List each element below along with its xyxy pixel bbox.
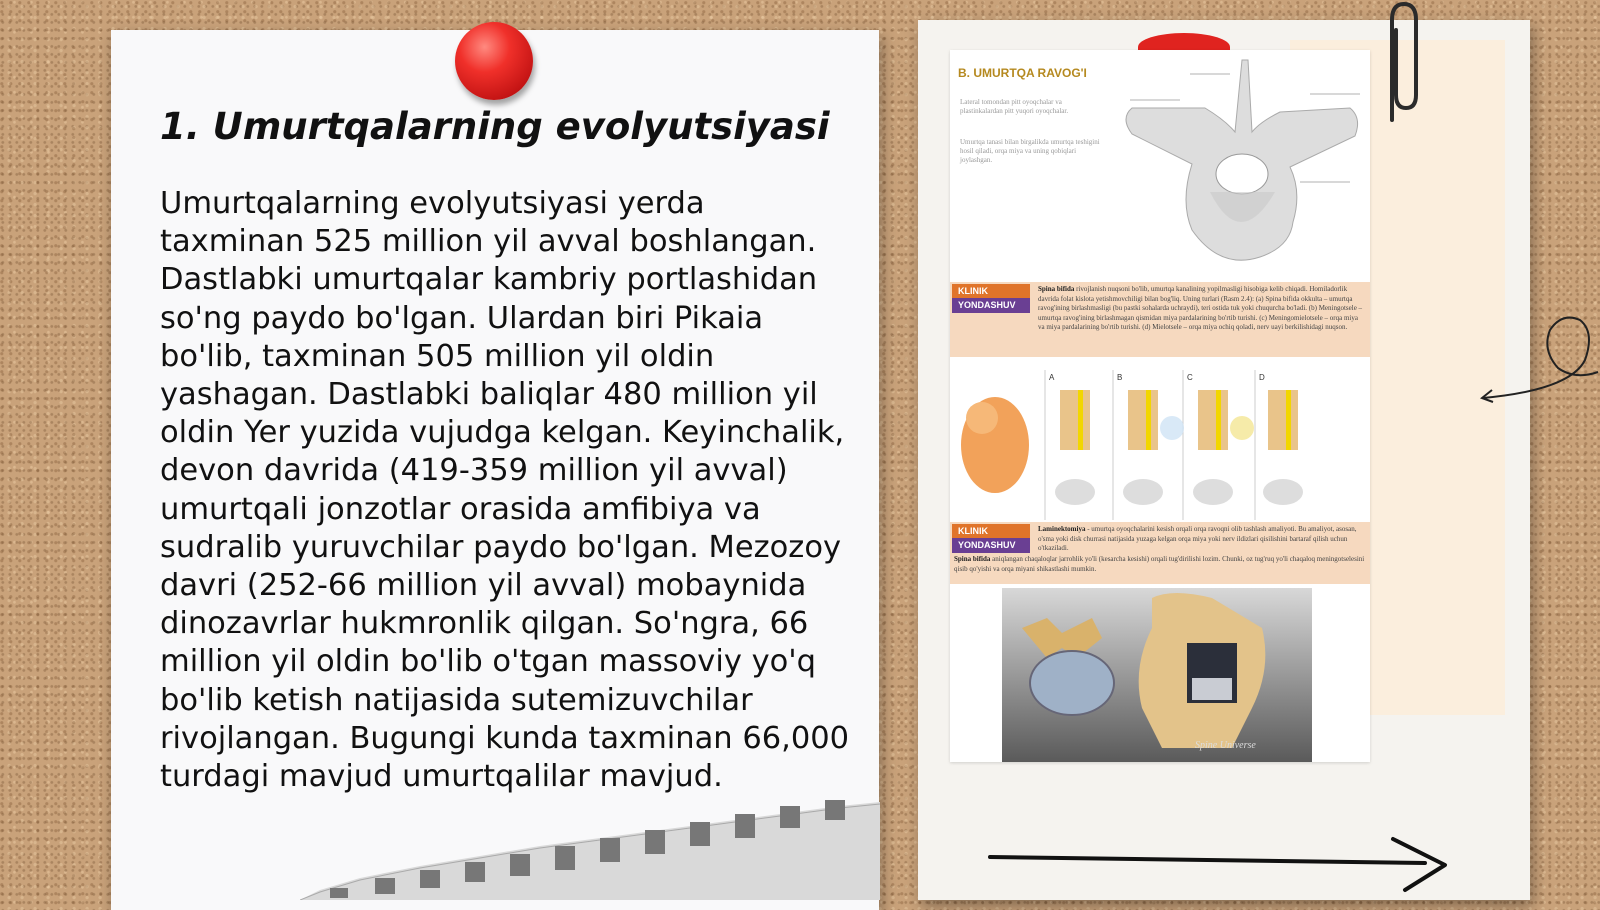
panel-label: D xyxy=(1259,373,1265,382)
clinical-text-1: Spina bifida rivojlanish nuqsoni bo'lib, umurtqa kanalining yopilmasligi hisobiga kelib chiqadi. Homiladorlik davrida folat kislota yetishmovchiligi bilan bog'liq. Uning turlari (Rasm 2.4): (a) Spina bifida okkulta – umurtqa ravog'ining birlashmasligi (bu pastki sohalarda uchraydi), teri ostida tuk yoki chuqurcha bo'ladi. (b) Meningotsele – umurtqa ravog'ining birlashmagan qismidan miya pardalarining bo'rtib turishi. (c) Meningomielotsele – orqa miya va miya pardalarining bo'rtib turishi. (d) Mielotsele – orqa miya ochiq qoladi, nerv uayi berkilishidagi nuqson. xyxy=(1038,285,1363,331)
arrow-right-icon xyxy=(985,835,1455,895)
panel-label: C xyxy=(1187,373,1193,382)
clinical-text-3: Spina bifida aniqlangan chaqaloqlar jarrohlik yo'li (kesarcha kesishi) orqali tug'dirilishi lozim. Chunki, oz tug'ruq yo'li chaqaloq meningotselesini qisib qo'yishi va orqa miyani shikastlashi mumkin. xyxy=(954,555,1365,573)
textbook-bullet: Lateral tomondan pitt oyoqchalar va plastinkalardan pitt yuqori oyoqchalar. xyxy=(960,98,1069,115)
clinical-text-2: Laminektomiya - umurtqa oyoqchalarini kesish orqali orqa ravoqni olib tashlash amaliyoti. Bu amaliyot, asosan, o'sma yoki disk churrasi natijasida yuzaga kelgan orqa miya yoki nerv ildizlari qisilishini bartaraf qilish uchun o'tkaziladi. xyxy=(1038,525,1357,552)
slide-heading: 1. Umurtqalarning evolyutsiyasi xyxy=(160,105,830,148)
textbook-section-title: B. UMURTQA RAVOG'I xyxy=(958,66,1087,80)
clinical-tag: KLINIK YONDASHUV xyxy=(952,284,1030,313)
vertebra-illustration xyxy=(1110,52,1370,282)
slide-body-text: Umurtqalarning evolyutsiyasi yerda taxminan 525 million yil avval boshlangan. Dastlabki umurtqalar kambriy portlashidan so'ng paydo bo'lgan. Ulardan biri Pikaia bo'lib, taxminan 505 million yil oldin yashagan. Dastlabki baliqlar 480 million yil oldin Yer yuzida vujudga kelgan. Keyinchalik, devon davrida (419-359 million yil avval) umurtqali jonzotlar orasida amfibiya va sudralib yuruvchilar paydo bo'lgan. Mezozoy davri (252-66 million yil avval) mobaynida dinozavrlar hukmronlik qilgan. So'ngra, 66 million yil oldin bo'lib o'tgan massoviy yo'q bo'lib ketish natijasida sutemizuvchilar rivojlangan. Bugungi kunda taxminan 66,000 turdagi mavjud umurtqalilar mavjud. xyxy=(160,186,850,795)
image-watermark: Spine Universe xyxy=(1195,740,1256,751)
torn-paper-edge xyxy=(300,800,880,900)
clinical-box-spina-bifida xyxy=(950,282,1370,357)
clinical-tag: KLINIK YONDASHUV xyxy=(952,524,1030,553)
spine-3d-render-image xyxy=(1002,588,1312,762)
spina-bifida-panels xyxy=(950,370,1370,522)
panel-label: A xyxy=(1049,373,1055,382)
curly-arrow-icon xyxy=(1480,310,1600,410)
red-pushpin-icon xyxy=(455,22,533,100)
paperclip-icon xyxy=(1378,0,1426,125)
panel-label: B xyxy=(1117,373,1123,382)
textbook-bullet: Umurtqa tanasi bilan birgalikda umurtqa teshigini hosil qiladi, orqa miya va uning qobiqlari joylashgan. xyxy=(960,138,1100,164)
clinical-box-laminectomy xyxy=(950,522,1370,584)
